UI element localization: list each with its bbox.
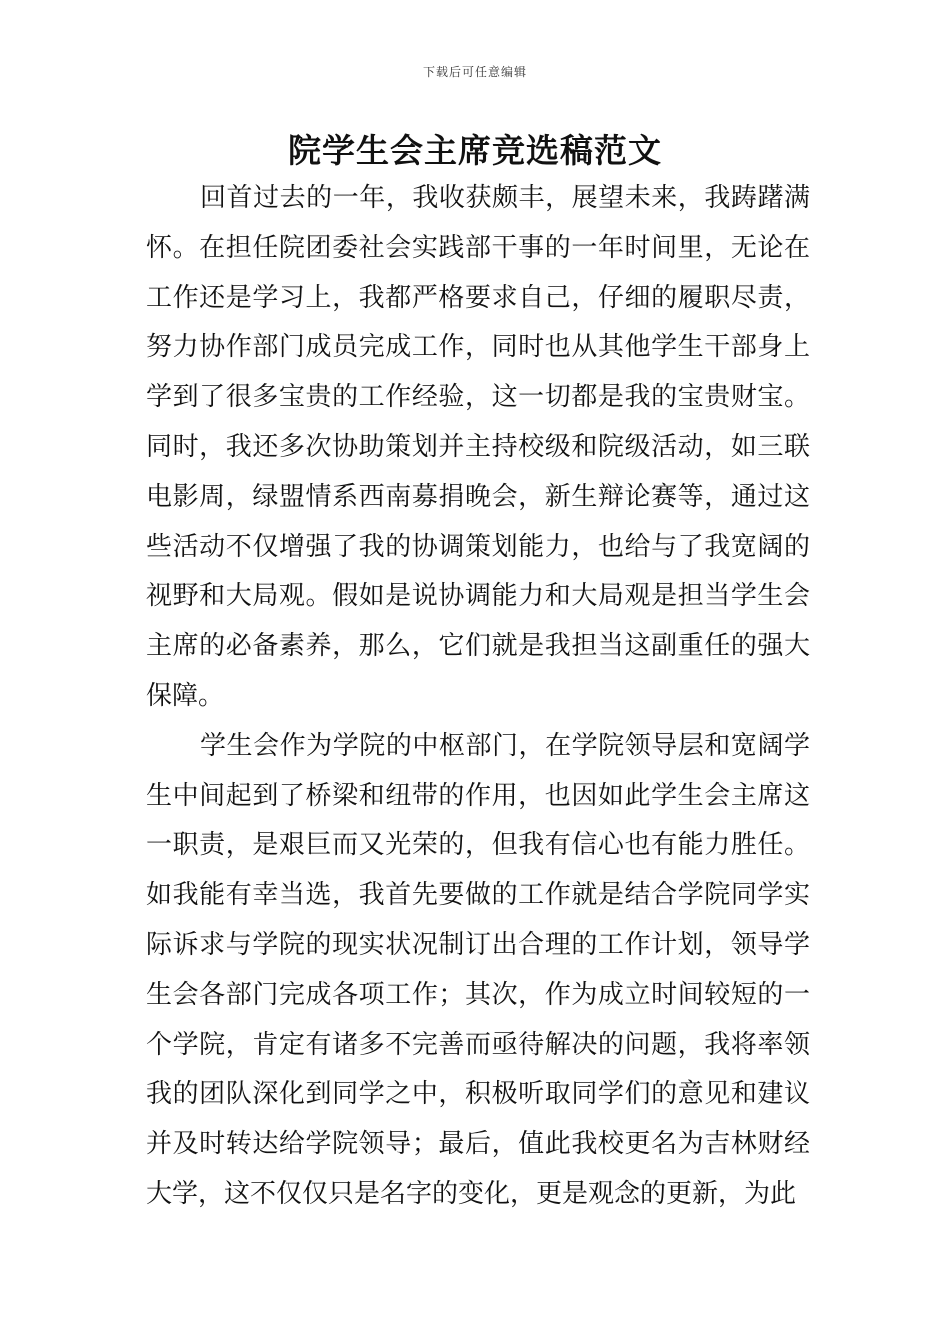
paragraph: 回首过去的一年，我收获颇丰，展望未来，我踌躇满怀。在担任院团委社会实践部干事的一年时间里，无论在工作还是学习上，我都严格要求自己，仔细的履职尽责，努力协作部门成员完成工作，同时也从其他学生干部身上学到了很多宝贵的工作经验，这一切都是我的宝贵财宝。同时，我还多次协助策划并主持校级和院级活动，如三联电影周，绿盟情系西南募捐晚会，新生辩论赛等，通过这些活动不仅增强了我的协调策划能力，也给与了我宽阔的视野和大局观。假如是说协调能力和大局观是担当学生会主席的必备素养，那么，它们就是我担当这副重任的强大保障。 [146, 183, 810, 711]
page-header-note: 下载后可任意编辑 [422, 65, 527, 79]
document-body [146, 174, 810, 1220]
paragraph: 学生会作为学院的中枢部门，在学院领导层和宽阔学生中间起到了桥梁和纽带的作用，也因如此学生会主席这一职责，是艰巨而又光荣的，但我有信心也有能力胜任。如我能有幸当选，我首先要做的工作就是结合学院同学实际诉求与学院的现实状况制订出合理的工作计划，领导学生会各部门完成各项工作；其次，作为成立时间较短的一个学院，肯定有诸多不完善而亟待解决的问题，我将率领我的团队深化到同学之中，积极听取同学们的意见和建议并及时转达给学院领导；最后，值此我校更名为吉林财经大学，这不仅仅只是名字的变化，更是观念的更新，为此 [146, 730, 810, 1209]
document-title: 院学生会主席竞选稿范文 [288, 131, 662, 170]
